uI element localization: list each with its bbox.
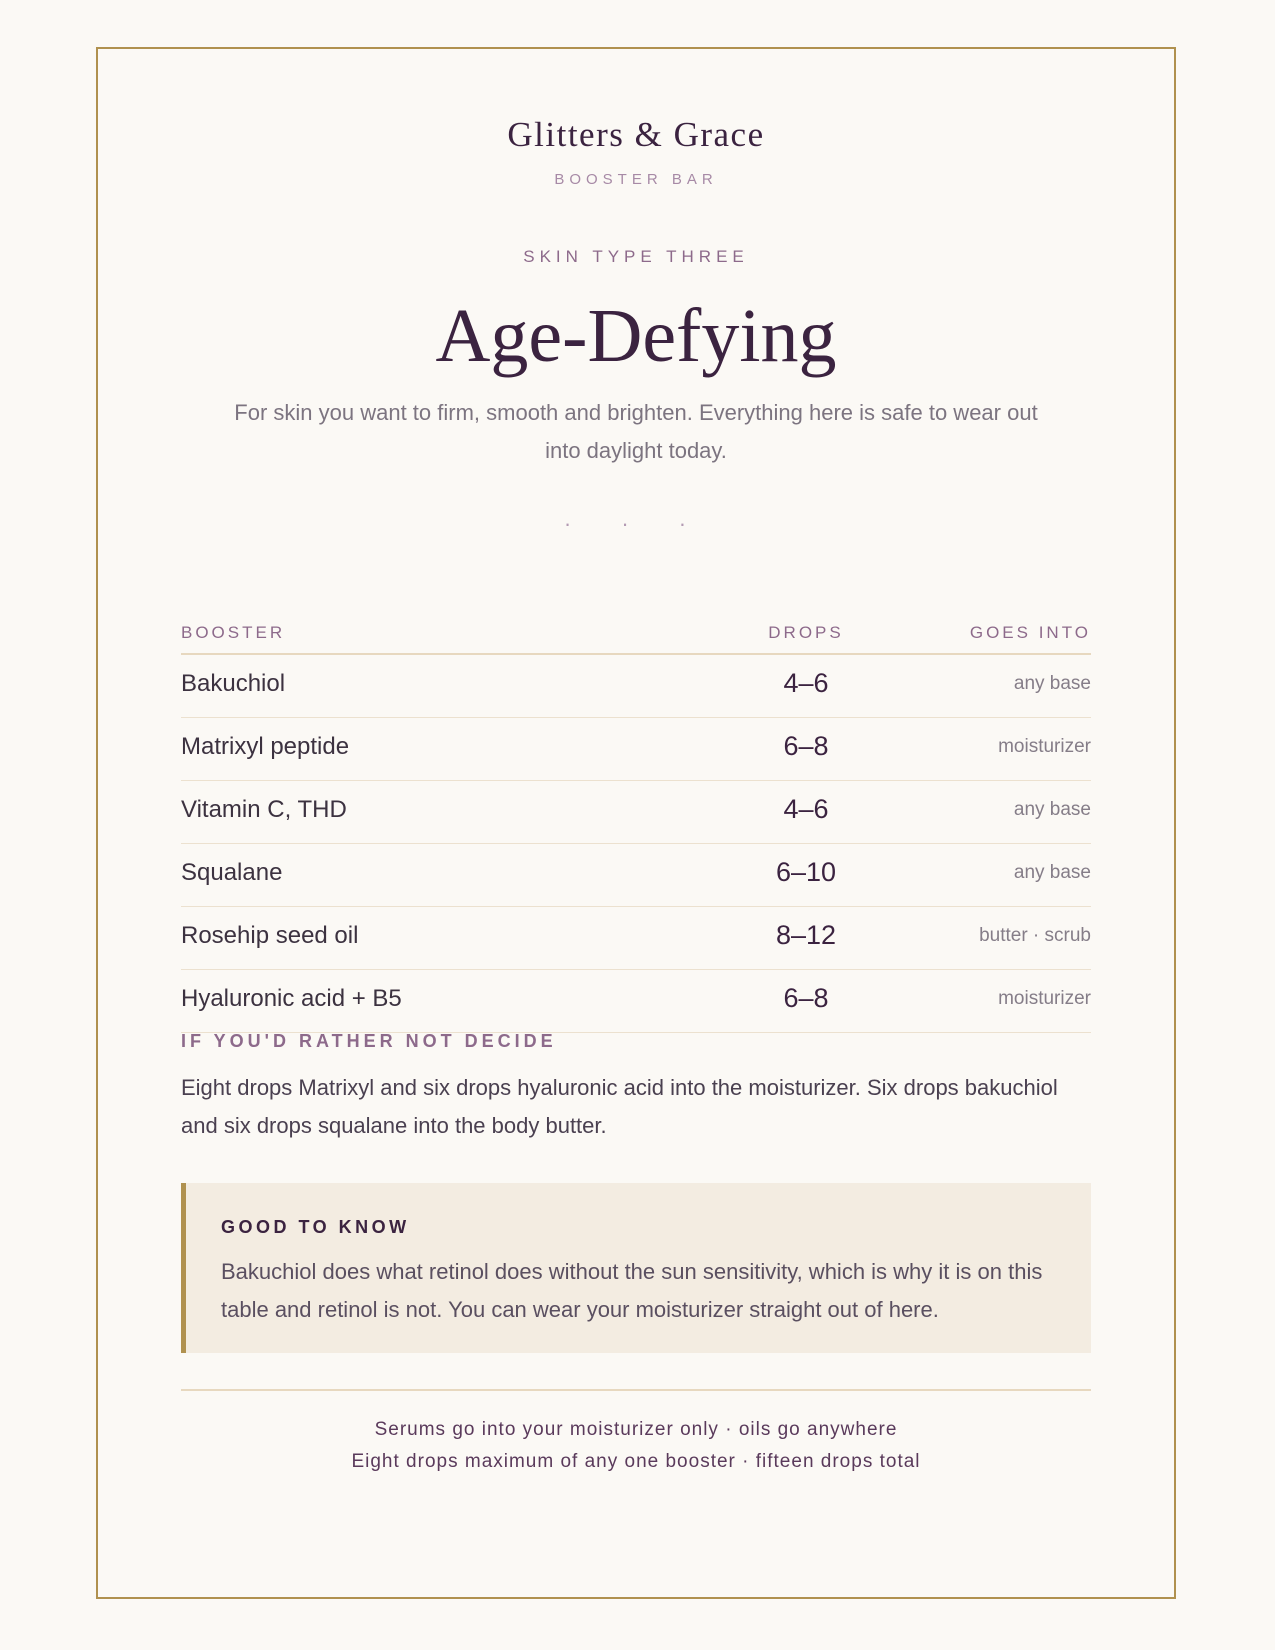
footer-line-2: Eight drops maximum of any one booster · fifteen drops total <box>351 1451 921 1472</box>
booster-name: Vitamin C, THD <box>181 796 347 823</box>
table-row <box>181 781 1091 844</box>
goes-into-value: moisturizer <box>998 736 1091 757</box>
skin-type-kicker: SKIN TYPE THREE <box>523 247 749 266</box>
drops-value: 4–6 <box>783 668 829 698</box>
drops-value: 6–10 <box>775 857 837 887</box>
table-row <box>181 655 1091 718</box>
decide-text: Eight drops Matrixyl and six drops hyaluronic acid into the moisturizer. Six drops bakuchiol and six drops squalane into the body butter. <box>181 1075 1058 1138</box>
intro-text: For skin you want to firm, smooth and brighten. Everything here is safe to wear out into daylight today. <box>234 400 1038 463</box>
brand-name: Glitters & Grace <box>507 115 765 154</box>
booster-name: Bakuchiol <box>181 670 286 697</box>
goes-into-value: butter · scrub <box>979 925 1091 946</box>
goes-into-value: moisturizer <box>998 988 1091 1009</box>
brand-subtitle: BOOSTER BAR <box>554 171 718 188</box>
note-heading: GOOD TO KNOW <box>221 1217 410 1237</box>
menu-card <box>96 47 1176 1599</box>
goes-into-value: any base <box>1013 862 1091 883</box>
booster-table <box>181 655 1091 1033</box>
dot-divider: · · · <box>563 511 709 536</box>
goes-into-value: any base <box>1013 799 1091 820</box>
decide-heading: IF YOU'D RATHER NOT DECIDE <box>181 1031 557 1051</box>
footer-line-1: Serums go into your moisturizer only · oils go anywhere <box>374 1419 898 1440</box>
booster-name: Rosehip seed oil <box>181 922 359 949</box>
drops-value: 6–8 <box>783 983 829 1013</box>
header-booster: BOOSTER <box>181 623 286 642</box>
table-row <box>181 970 1091 1033</box>
card-content <box>181 49 1091 1597</box>
drops-value: 8–12 <box>775 920 837 950</box>
page-title: Age-Defying <box>435 294 837 378</box>
booster-name: Hyaluronic acid + B5 <box>181 985 402 1012</box>
drops-value: 6–8 <box>783 731 829 761</box>
booster-name: Matrixyl peptide <box>181 733 350 760</box>
goes-into-value: any base <box>1013 673 1091 694</box>
header-drops: DROPS <box>768 623 844 642</box>
booster-name: Squalane <box>181 859 283 886</box>
drops-value: 4–6 <box>783 794 829 824</box>
table-row <box>181 907 1091 970</box>
footer-divider <box>181 1389 1091 1391</box>
table-row <box>181 844 1091 907</box>
table-row <box>181 718 1091 781</box>
good-to-know-callout <box>181 1183 1091 1353</box>
header-goes-into: GOES INTO <box>969 623 1091 642</box>
note-text: Bakuchiol does what retinol does without the sun sensitivity, which is why it is on this table and retinol is not. You can wear your moisturizer straight out of here. <box>221 1259 1043 1322</box>
table-header <box>181 613 1091 655</box>
